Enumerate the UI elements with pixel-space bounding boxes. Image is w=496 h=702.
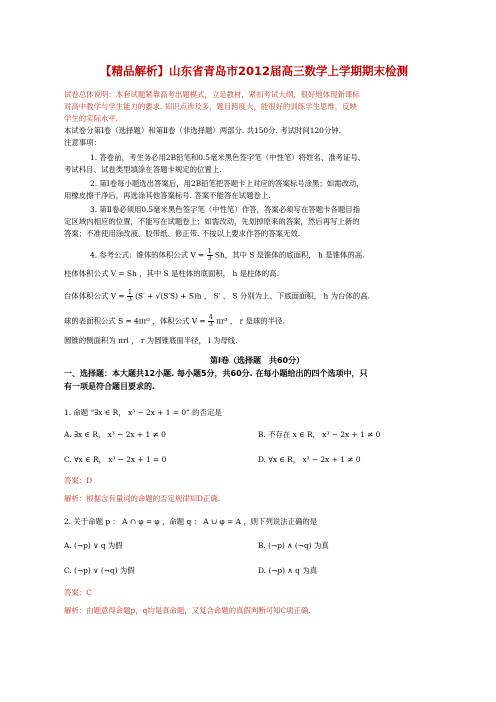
intro-line-1: 试卷总体说明：本套试题紧靠高考出题模式，立足教材，紧扣考试大纲，很好地体现新课标 [64,90,360,99]
note-2-cont: 用橡皮擦干净后，再选涂其他答案标号. 答案不能答在试题卷上. [64,191,271,200]
q1-explanation: 解析：根据含有量词的命题的否定规律知D正确. [64,494,221,503]
q1-answer: 答案：D [64,476,93,485]
fraction-one-third-2: $\frac{1}{3}$ [127,289,132,303]
part-one-heading: 第Ⅰ卷（选择题 共60分） [210,356,305,365]
note-1: 1. 答卷前，考生务必用2B铅笔和0.5毫米黑色签字笔（中性笔）将姓名、准考证号、 [90,153,366,162]
formula-frustum: 台体体积公式 V = $\frac{1}{3}$ (S′ + √(S′S) + S)h ， S′ 、 S 分别为上、下底面面积， h 为台体的高. [64,289,370,303]
notes-heading: 注意事项： [64,138,101,147]
q2-option-b: B. (¬p) ∧ (¬q) 为真 [258,541,329,550]
formula-sphere: 球的表面积公式 S = 4πr² ，体积公式 V = $\frac{4}{3}$ πr³ ， r 是球的半径. [64,314,285,328]
note-2: 2. 第Ⅰ卷每小题选出答案后，用2B铅笔把答题卡上对应的答案标号涂黑；如需改动， [90,179,364,188]
note-1-cont: 考试科目、试卷类型填涂在答题卡规定的位置上. [64,165,222,174]
q2-option-c: C. (¬p) ∨ (¬q) 为假 [64,566,135,575]
formula-cone-lateral: 圆锥的侧面积为 πrl ， r 为圆锥底面半径， l 为母线. [64,336,238,345]
page-title: 【精品解析】山东省青岛市2012届高三数学上学期期末检测 [100,64,409,78]
q2-option-a: A. (¬p) ∨ q 为假 [64,541,123,550]
formula-cylinder: 柱体体积公式 V = Sh ，其中 S 是柱体的底面积， h 是柱体的高. [64,269,279,278]
note-3: 3. 第Ⅱ卷必须用0.5毫米黑色签字笔（中性笔）作答，答案必须写在答题卡各题目指 [90,205,361,214]
q2-stem: 2. 关于命题 p ： A ∩ φ = φ ，命题 q ： A ∪ φ = A ，则下列说法正确的是 [64,517,318,526]
exam-info: 本试卷分第Ⅰ卷（选择题）和第Ⅱ卷（非选择题）两部分. 共150分. 考试时间120分钟. [64,126,342,135]
q1-stem: 1. 命题 “∃x ∈ R， x³ − 2x + 1 = 0” 的否定是 [64,408,222,417]
note-3-cont-1: 定区域内相应的位置，不能写在试题卷上；如需改动，先划掉原来的答案，然后再写上新的 [64,217,360,226]
formula-cone-volume: 4. 参考公式：锥体的体积公式 V = $\frac{1}{3}$ Sh，其中 S 是锥体的底面积， h 是锥体的高. [90,248,365,262]
note-3-cont-2: 答案；不准使用涂改液、胶带纸、修正带. 不按以上要求作答的答案无效. [64,229,301,238]
intro-line-2: 对高中教学与学生能力的要求. 知识点涉及多，题目跨度大，能很好的训练学生思维，反映 [64,102,357,111]
fraction-four-thirds: $\frac{4}{3}$ [208,314,213,328]
q1-option-b: B. 不存在 x ∈ R， x³ − 2x + 1 ≠ 0 [258,430,381,439]
intro-line-3: 学生的实际水平. [64,114,119,123]
q1-option-a: A. ∃x ∈ R， x³ − 2x + 1 ≠ 0 [64,430,166,439]
q1-option-d: D. ∀x ∈ R， x³ − 2x + 1 ≠ 0 [258,455,361,464]
section-one-line-1: 一、选择题：本大题共12小题. 每小题5分，共60分. 在每小题给出的四个选项中，只 [64,369,368,378]
q2-answer: 答案：C [64,588,92,597]
q2-explanation: 解析：由题意得命题p，q均是真命题，又复合命题的真假判断可知C项正确. [64,606,311,615]
section-one-line-2: 有一项是符合题目要求的. [64,382,156,391]
q2-option-d: D. (¬p) ∧ q 为真 [258,566,318,575]
q1-option-c: C. ∀x ∈ R， x³ − 2x + 1 = 0 [64,455,167,464]
fraction-one-third: $\frac{1}{3}$ [207,248,212,262]
